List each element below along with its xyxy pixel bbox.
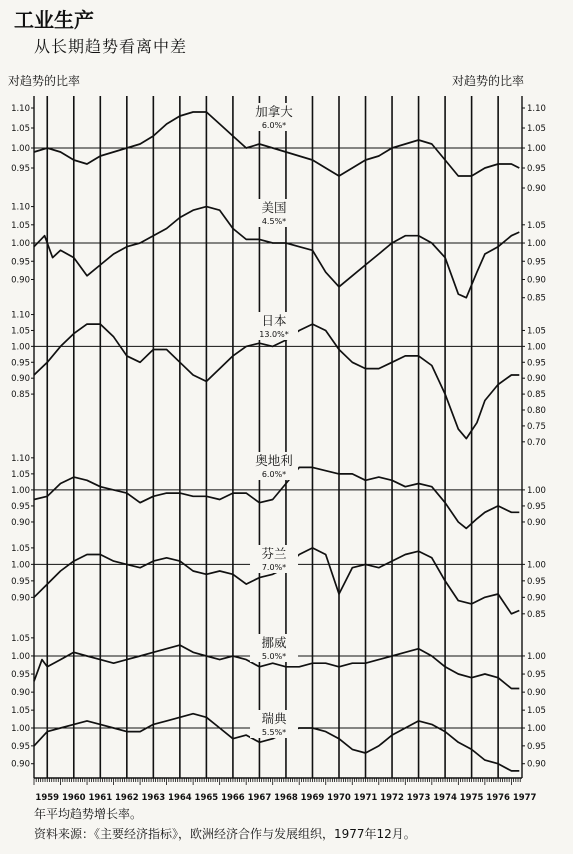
y-left-tick-label: 1.05 [11,543,30,554]
y-left-tick-label: 0.90 [11,593,30,604]
x-tick-label: 1959 [35,793,60,803]
y-right-tick-label: 0.90 [527,184,546,194]
y-right-tick-label: 1.05 [527,326,546,337]
y-left-tick-label: 1.00 [11,485,30,496]
y-left-tick-label: 0.95 [11,257,30,268]
y-left-tick-label: 1.05 [11,326,30,337]
y-right-tick-label: 0.85 [527,390,546,401]
y-left-tick-label: 0.95 [11,358,30,369]
series-name-label: 加拿大 [255,104,293,119]
y-right-tick-label: 1.05 [527,124,546,134]
y-left-tick-label: 0.95 [11,576,30,587]
x-tick-label: 1973 [406,793,431,803]
x-tick-label: 1961 [88,793,113,803]
y-right-tick-label: 0.95 [527,741,546,752]
y-right-tick-label: 0.95 [527,576,546,587]
left-axis-title: 对趋势的比率 [8,74,81,88]
y-right-tick-label: 0.80 [527,406,546,416]
y-right-tick-label: 0.95 [527,164,546,174]
y-right-tick-label: 1.00 [527,724,546,734]
y-right-tick-label: 1.00 [527,239,546,250]
x-tick-label: 1960 [61,793,86,803]
y-right-tick-label: 1.05 [527,220,546,231]
y-right-tick-label: 1.00 [527,342,546,353]
y-left-tick-label: 0.90 [11,688,30,699]
y-left-tick-label: 1.00 [11,342,30,353]
y-left-tick-label: 1.00 [11,651,30,662]
series-rate-label: 7.0%* [261,563,287,572]
y-right-tick-label: 0.75 [527,421,546,432]
series-rate-label: 5.5%* [261,728,287,737]
series-rate-label: 13.0%* [259,330,289,339]
y-left-tick-label: 1.10 [11,104,30,114]
series-line-3 [34,324,519,439]
y-right-tick-label: 0.95 [527,358,546,369]
y-left-tick-label: 1.00 [11,144,30,154]
x-tick-label: 1967 [247,793,272,803]
y-left-tick-label: 0.85 [11,390,30,401]
x-tick-label: 1977 [512,793,537,803]
y-left-tick-label: 1.05 [11,220,30,231]
series-rate-label: 6.0%* [261,470,287,479]
y-left-tick-label: 1.00 [11,560,30,571]
y-left-tick-label: 1.05 [11,706,30,717]
x-tick-label: 1970 [327,793,351,803]
x-tick-label: 1965 [194,793,219,803]
y-left-tick-label: 0.90 [11,517,30,528]
y-right-tick-label: 0.90 [527,688,546,699]
y-right-tick-label: 0.85 [527,293,546,304]
series-name-label: 日本 [261,313,287,328]
y-left-tick-label: 0.95 [11,164,30,174]
y-right-tick-label: 1.00 [527,560,546,571]
y-left-tick-label: 0.95 [11,741,30,752]
y-left-tick-label: 1.05 [11,469,30,480]
x-tick-label: 1969 [300,793,325,803]
series-rate-label: 5.0%* [261,652,287,661]
series-name-label: 美国 [261,200,287,215]
y-right-tick-label: 0.85 [527,609,546,620]
y-right-tick-label: 0.90 [527,374,546,385]
source-footnote: 资料来源：《主要经济指标》，欧洲经济合作与发展组织，1977年12月。 [34,827,416,841]
y-left-tick-label: 1.00 [11,724,30,734]
y-left-tick-label: 0.95 [11,501,30,512]
series-rate-label: 4.5%* [261,217,287,226]
x-tick-label: 1971 [353,793,378,803]
right-axis-title: 对趋势的比率 [452,74,525,88]
y-right-tick-label: 1.00 [527,485,546,496]
series-name-label: 芬兰 [261,546,287,561]
x-tick-label: 1963 [141,793,166,803]
y-right-tick-label: 1.10 [527,104,546,114]
y-right-tick-label: 1.05 [527,706,546,717]
y-left-tick-label: 0.90 [11,374,30,385]
x-tick-label: 1975 [459,793,484,803]
y-right-tick-label: 0.90 [527,593,546,604]
x-tick-label: 1966 [221,793,245,803]
x-tick-label: 1964 [168,793,192,803]
x-tick-label: 1976 [486,793,510,803]
series-name-label: 挪威 [261,635,287,650]
x-tick-label: 1974 [433,793,457,803]
y-right-tick-label: 0.70 [527,437,546,448]
rate-footnote: 年平均趋势增长率。 [34,807,143,821]
x-tick-label: 1972 [380,793,404,803]
y-left-tick-label: 1.05 [11,633,30,644]
series-rate-label: 6.0%* [261,121,287,130]
y-right-tick-label: 0.90 [527,759,546,770]
y-right-tick-label: 0.95 [527,257,546,268]
y-left-tick-label: 1.10 [11,202,30,213]
y-left-tick-label: 1.10 [11,453,30,464]
series-name-label: 奥地利 [255,453,293,468]
series-name-label: 瑞典 [261,711,287,726]
x-tick-label: 1962 [114,793,139,803]
y-right-tick-label: 0.90 [527,517,546,528]
y-right-tick-label: 1.00 [527,144,546,154]
y-left-tick-label: 1.05 [11,124,30,134]
y-right-tick-label: 0.90 [527,275,546,286]
x-tick-label: 1968 [274,793,298,803]
y-left-tick-label: 0.95 [11,670,30,681]
chart-subtitle: 从长期趋势看离中差 [34,37,188,56]
y-left-tick-label: 0.90 [11,759,30,770]
y-right-tick-label: 0.95 [527,501,546,512]
y-left-tick-label: 1.10 [11,310,30,321]
y-right-tick-label: 1.00 [527,651,546,662]
chart-title: 工业生产 [14,8,94,32]
y-left-tick-label: 0.90 [11,275,30,286]
y-right-tick-label: 0.95 [527,670,546,681]
y-left-tick-label: 1.00 [11,239,30,250]
